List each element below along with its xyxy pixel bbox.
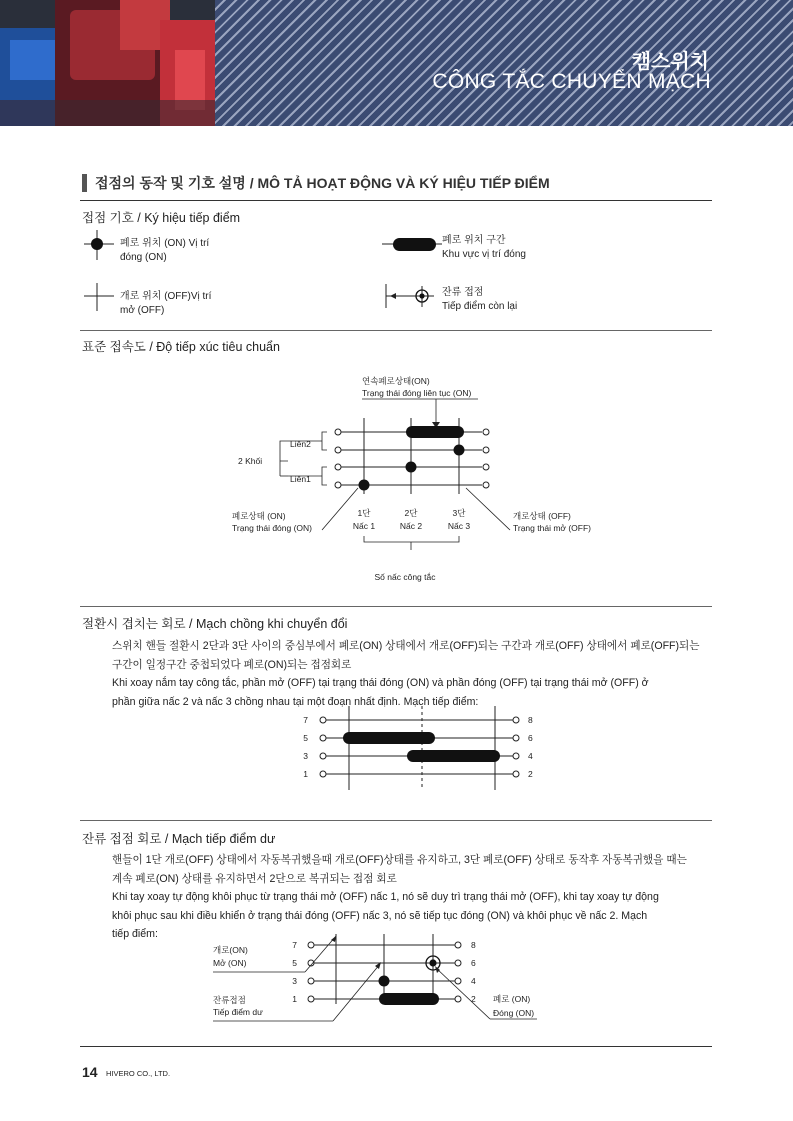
svg-text:6: 6 — [528, 733, 533, 743]
divider — [80, 1046, 712, 1047]
closed-label-ko: 폐로 (ON) — [493, 994, 531, 1004]
residual-description: 핸들이 1단 개로(OFF) 상태에서 자동복귀했을때 개로(OFF)상태를 유지하고, 3단 폐로(OFF) 상태로 동작후 자동복귀했을 때는 계속 폐로(ON) 상태를 유지하면서 2단으로 복귀되는 접점 회로 Khi tay xoay tự động khôi phục từ trạng thái mở (OFF) nấc 1, nó sẽ duy trì trạng thái mở (OFF), khi tay xoay tự động khôi phục sau khi điều khiển ở trạng thái đóng (OFF) nấc 3, nó sẽ tiếp tục đóng (ON) và khôi phục về nấc 2. Mạch tiếp điểm: — [112, 854, 687, 941]
contact-row — [303, 769, 533, 779]
divider — [80, 606, 712, 607]
overlap-heading: 절환시 겹치는 회로 / Mạch chồng khi chuyển đổi — [82, 617, 348, 631]
banner-title-korean: 캠스위치 — [631, 51, 709, 73]
closed-label-vi: Đóng (ON) — [493, 1008, 535, 1018]
svg-text:3: 3 — [292, 976, 297, 986]
standard-contact-diagram — [230, 370, 610, 590]
open-label-ko: 개로(ON) — [213, 945, 248, 955]
svg-text:5: 5 — [303, 733, 308, 743]
blocks-label: 2 Khối — [238, 456, 263, 466]
open-label-vi: Mở (ON) — [213, 958, 247, 968]
step-count-label: Số nấc công tắc — [374, 572, 436, 582]
section-marker — [82, 174, 87, 192]
svg-text:1: 1 — [303, 769, 308, 779]
on-state-label-ko: 폐로상태 (ON) — [232, 511, 286, 521]
svg-text:5: 5 — [292, 958, 297, 968]
continuous-on-label-vi: Trạng thái đóng liên tục (ON) — [362, 388, 472, 398]
header-banner — [0, 0, 793, 126]
section-title: 접점의 동작 및 기호 설명 / MÔ TẢ HOẠT ĐỘNG VÀ KÝ HIỆU TIẾP ĐIỂM — [95, 175, 550, 191]
contact-row — [335, 462, 489, 473]
continuous-on-label-ko: 연속폐로상태(ON) — [362, 376, 430, 386]
step2-ko: 2단 — [404, 508, 418, 518]
residual-circuit-diagram — [205, 932, 565, 1024]
contact-row — [335, 480, 489, 491]
svg-text:7: 7 — [292, 940, 297, 950]
banner-title-vietnamese: CÔNG TẮC CHUYỂN MẠCH — [432, 70, 711, 93]
step1-ko: 1단 — [357, 508, 371, 518]
lien1-label: Liên1 — [290, 474, 311, 484]
section-heading — [82, 173, 550, 193]
symbols-heading: 접점 기호 / Ký hiệu tiếp điểm — [82, 211, 241, 225]
open-position-symbol — [84, 283, 114, 311]
svg-text:7: 7 — [303, 715, 308, 725]
svg-text:4: 4 — [471, 976, 476, 986]
contact-row — [335, 426, 489, 438]
contact-row — [303, 715, 533, 725]
open-position-label: 개로 위치 (OFF)Vị trí mở (OFF) — [120, 291, 212, 316]
residual-label-ko: 잔류접점 — [213, 995, 246, 1005]
svg-text:2: 2 — [528, 769, 533, 779]
svg-text:1: 1 — [292, 994, 297, 1004]
closed-zone-symbol — [382, 238, 442, 251]
overlap-description: 스위치 핸들 절환시 2단과 3단 사이의 중심부에서 폐로(ON) 상태에서 개로(OFF)되는 구간과 개로(OFF) 상태에서 폐로(OFF)되는 구간이 일정구간 중첩되었다 폐로(ON)되는 접점회로 Khi xoay nắm tay công tắc, phần mở (OFF) tại trạng thái đóng (ON) và phần đóng (OFF) tại trạng thái mở (OFF) ở phần giữa nấc 2 và nấc 3 chồng nhau tại một đoạn nhất định. Mạch tiếp điểm: — [112, 640, 700, 708]
lien2-label: Liên2 — [290, 439, 311, 449]
page-number: 14 — [82, 1064, 98, 1080]
contact-row — [303, 750, 533, 762]
step2-vi: Nấc 2 — [399, 521, 423, 531]
svg-text:8: 8 — [528, 715, 533, 725]
residual-heading: 잔류 접점 회로 / Mạch tiếp điểm dư — [82, 832, 276, 846]
divider — [80, 200, 712, 201]
on-state-label-vi: Trạng thái đóng (ON) — [232, 523, 312, 533]
off-state-label-ko: 개로상태 (OFF) — [513, 511, 571, 521]
residual-label-vi: Tiếp điểm dư — [213, 1007, 263, 1017]
svg-text:8: 8 — [471, 940, 476, 950]
closed-position-label: 폐로 위치 (ON) Vị trí đóng (ON) — [120, 238, 210, 263]
svg-text:3: 3 — [303, 751, 308, 761]
contact-row — [303, 732, 533, 744]
svg-text:6: 6 — [471, 958, 476, 968]
closed-position-symbol — [84, 230, 114, 260]
off-state-label-vi: Trạng thái mở (OFF) — [513, 523, 591, 533]
step3-vi: Nấc 3 — [447, 521, 471, 531]
svg-text:4: 4 — [528, 751, 533, 761]
svg-text:2: 2 — [471, 994, 476, 1004]
contact-row — [292, 976, 476, 987]
divider — [80, 330, 712, 331]
residual-contact-symbol — [386, 284, 434, 308]
standard-heading: 표준 접속도 / Độ tiếp xúc tiêu chuẩn — [82, 340, 280, 354]
divider — [80, 820, 712, 821]
step3-ko: 3단 — [452, 508, 466, 518]
closed-zone-label: 폐로 위치 구간 Khu vực vị trí đóng — [442, 235, 526, 260]
residual-contact-label: 잔류 접점 Tiếp điểm còn lại — [442, 287, 518, 312]
overlap-circuit-diagram — [290, 702, 550, 794]
contact-row — [335, 445, 489, 456]
contact-row — [292, 993, 476, 1005]
company-name: HIVERO CO., LTD. — [106, 1069, 171, 1078]
product-photo — [0, 0, 215, 126]
step1-vi: Nấc 1 — [352, 521, 376, 531]
